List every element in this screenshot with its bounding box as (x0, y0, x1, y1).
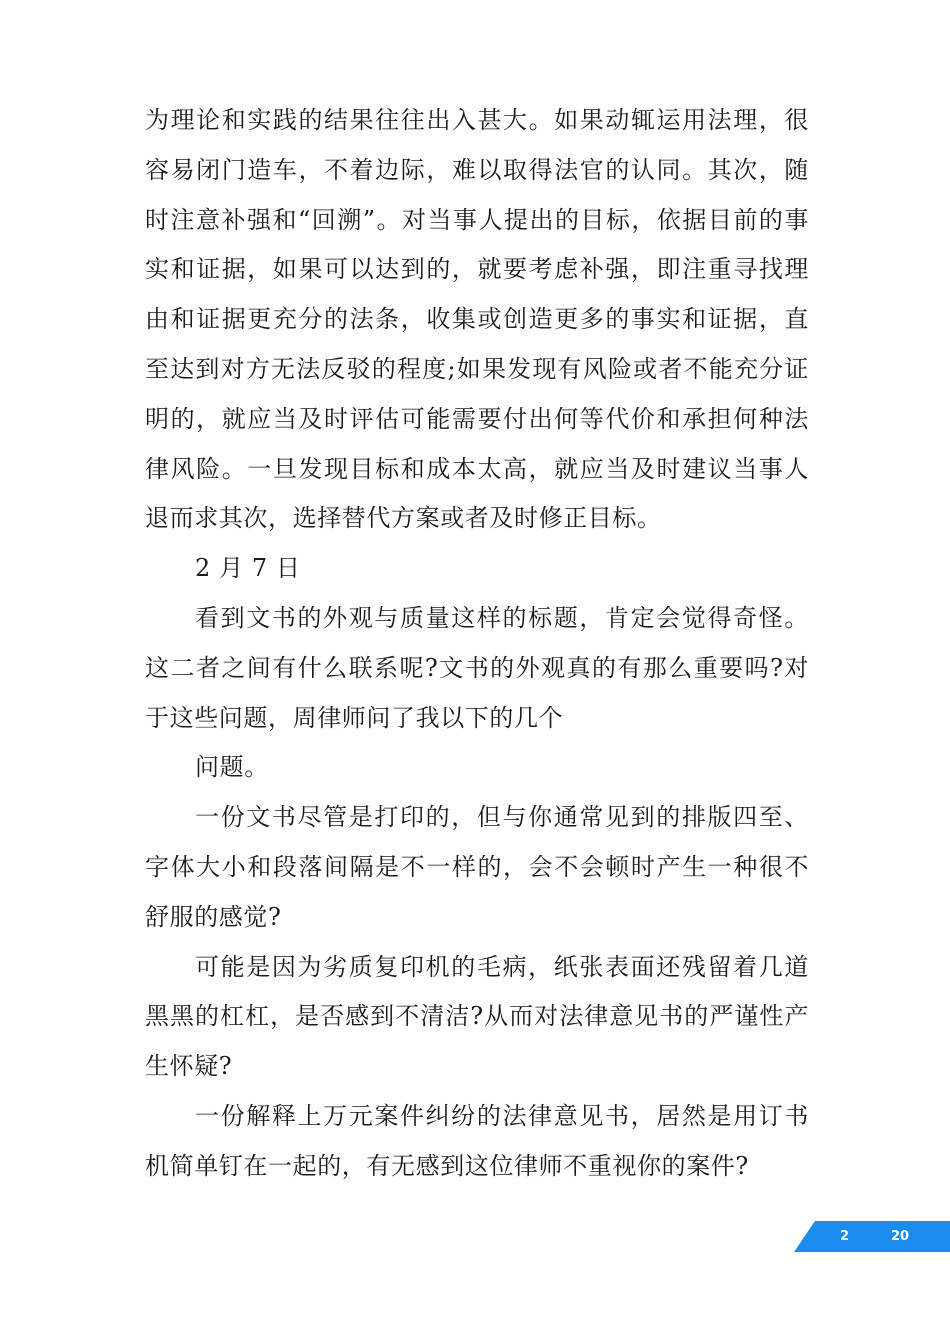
paragraph: 为理论和实践的结果往往出入甚大。如果动辄运用法理，很容易闭门造车，不着边际，难以取得法官的认同。其次，随时注意补强和“回溯”。对当事人提出的目标，依据目前的事实和证据，如果可以达到的，就要考虑补强，即注重寻找理由和证据更充分的法条，收集或创造更多的事实和证据，直至达到对方无法反驳的程度;如果发现有风险或者不能充分证明的，就应当及时评估可能需要付出何等代价和承担何种法律风险。一旦发现目标和成本太高，就应当及时建议当事人退而求其次，选择替代方案或者及时修正目标。 (145, 106, 809, 533)
paragraph: 问题。 (195, 753, 269, 782)
paragraph: 一份解释上万元案件纠纷的法律意见书，居然是用订书机简单钉在一起的，有无感到这位律师不重视你的案件? (145, 1101, 809, 1180)
date-heading: 2 月 7 日 (195, 554, 301, 583)
paragraph: 一份文书尽管是打印的，但与你通常见到的排版四至、字体大小和段落间隔是不一样的，会不会顿时产生一种很不舒服的感觉? (145, 803, 809, 931)
document-body (145, 96, 809, 1192)
total-pages: 20 (891, 1229, 910, 1244)
page-badge-shape (794, 1221, 950, 1252)
paragraph: 可能是因为劣质复印机的毛病，纸张表面还残留着几道黑黑的杠杠，是否感到不清洁?从而对法律意见书的严谨性产生怀疑? (145, 952, 809, 1081)
current-page-number: 2 (840, 1229, 850, 1244)
page-number-badge (794, 1221, 950, 1252)
paragraph: 看到文书的外观与质量这样的标题，肯定会觉得奇怪。这二者之间有什么联系呢?文书的外观真的有那么重要吗?对于这些问题，周律师问了我以下的几个 (145, 603, 809, 732)
